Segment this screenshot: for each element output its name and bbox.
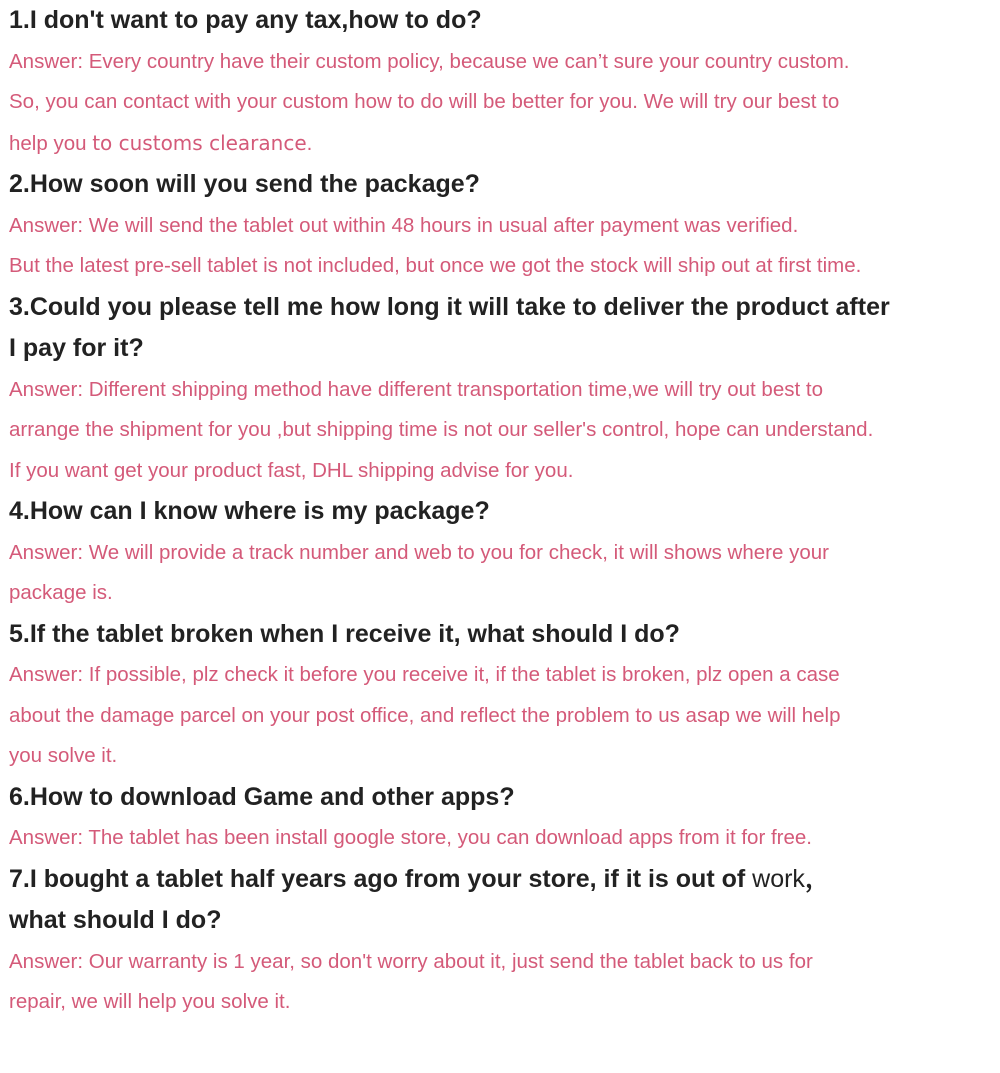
faq-item: [9, 287, 1000, 492]
faq-answer-line: Answer: The tablet has been install google store, you can download apps from it for free.: [9, 826, 813, 849]
faq-answer-line: repair, we will help you solve it.: [9, 990, 291, 1013]
faq-answer-line: [9, 123, 1000, 165]
faq-question: what should I do?: [9, 906, 222, 934]
faq-answer-line: package is.: [9, 581, 113, 604]
faq-answer-line: Answer: Different shipping method have different transportation time,we will try out best to: [9, 377, 823, 401]
faq-answer-line: Answer: Our warranty is 1 year, so don't worry about it, just send the tablet back to us for: [9, 949, 813, 973]
faq-question: I pay for it?: [9, 334, 144, 362]
faq-answer-text: help you: [9, 131, 93, 155]
faq-answer-line: But the latest pre-sell tablet is not included, but once we got the stock will ship out at first time.: [9, 254, 862, 277]
faq-question: [9, 859, 1000, 901]
faq-question-text: work: [752, 864, 805, 893]
faq-question: 3.Could you please tell me how long it will take to deliver the product after: [9, 292, 890, 321]
faq-question: 2.How soon will you send the package?: [9, 170, 480, 198]
faq-item: [9, 777, 1000, 859]
faq-answer-line: If you want get your product fast, DHL shipping advise for you.: [9, 458, 574, 482]
faq-answer-line: Answer: If possible, plz check it before you receive it, if the tablet is broken, plz open a case: [9, 663, 840, 686]
faq-item: [9, 164, 1000, 287]
faq-answer-text: .: [306, 131, 313, 155]
faq-answer-line: Answer: Every country have their custom policy, because we can’t sure your country custom.: [9, 49, 850, 73]
faq-question: 4.How can I know where is my package?: [9, 497, 490, 525]
faq-answer-text: to customs clearance: [92, 130, 307, 155]
faq-answer-line: Answer: We will send the tablet out within 48 hours in usual after payment was verified.: [9, 213, 799, 237]
faq-question-text: ，: [804, 864, 830, 893]
faq-item: [9, 614, 1000, 777]
faq-answer-line: you solve it.: [9, 744, 118, 767]
faq-answer-line: arrange the shipment for you ,but shipping time is not our seller's control, hope can understand.: [9, 418, 874, 441]
faq-answer-line: about the damage parcel on your post office, and reflect the problem to us asap we will help: [9, 703, 841, 727]
faq-question: 1.I don't want to pay any tax,how to do?: [9, 6, 482, 34]
faq-question-text: 7.I bought a tablet half years ago from your store, if it is out of: [9, 864, 753, 893]
faq-item: [9, 0, 1000, 164]
faq-question: 6.How to download Game and other apps?: [9, 782, 515, 811]
faq-item: [9, 859, 1000, 1023]
faq-answer-line: Answer: We will provide a track number and web to you for check, it will shows where your: [9, 540, 829, 564]
faq-question: 5.If the tablet broken when I receive it, what should I do?: [9, 619, 680, 648]
faq-answer-line: So, you can contact with your custom how to do will be better for you. We will try our best to: [9, 90, 840, 113]
faq-item: [9, 491, 1000, 614]
